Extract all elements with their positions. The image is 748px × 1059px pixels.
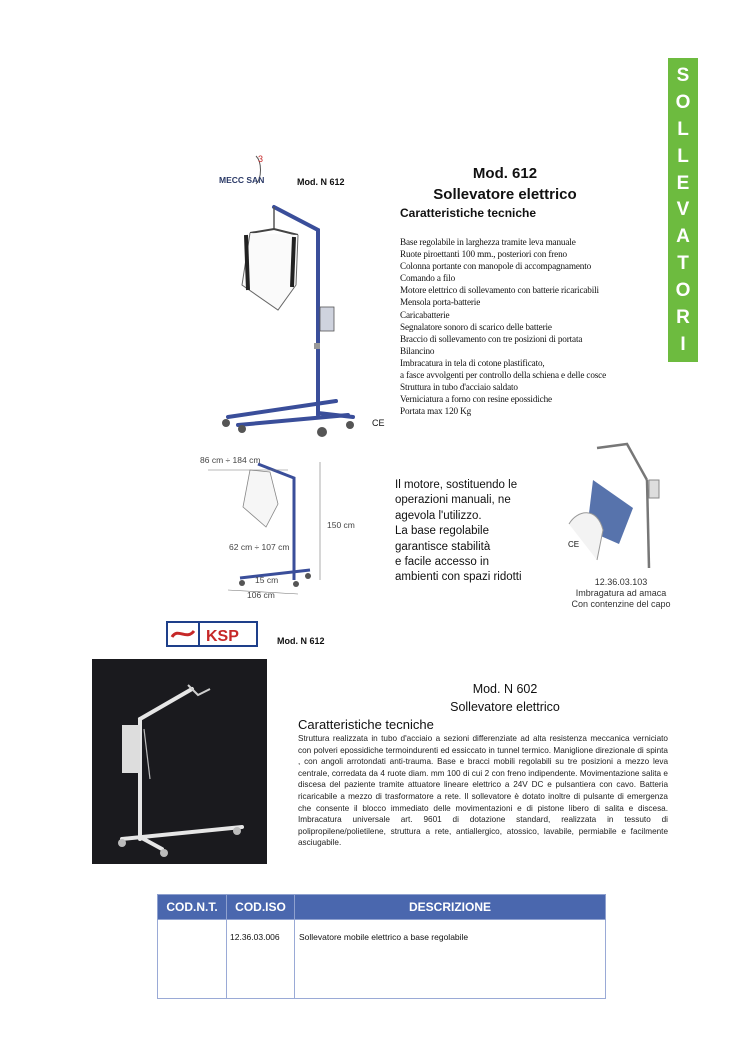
list-item: Motore elettrico di sollevamento con batterie ricaricabili — [400, 285, 599, 296]
list-item: Struttura in tubo d'acciaio saldato — [400, 382, 518, 393]
product-photo-612 — [218, 195, 394, 440]
product-description-602: Struttura realizzata in tubo d'acciaio a sezioni differenziate ad alta resistenza meccanica verniciato con polveri epossidiche termoindurenti ed essiccato in tunnel termico. Maniglione direzionale di spinta , con angoli arrotondati anti-trauma. Base e bracci mobili regolabili su tre posizioni a mezzo leva centrale, corredata da 4 ruote diam. mm 100 di cui 2 con freno indipendente. Movimentazione salita e discesa del paziente tramite attuatore lineare elettrico a 24V DC e pulsantiera con cavo. Batteria ricaricabile a mezzo di trasformatore a rete. Il sollevatore è dotato inoltre di pulsante di emergenza che consente il blocco immediato delle movimentazioni e di pistone libero di salita e discesa. Imbracatura universale art. 9601 di dotazione standard, realizzata in tessuto di polipropilene/polietilene, struttura a rete, antiallergico, atossico, lavabile, permiabile e facilmente asciugabile. — [298, 734, 668, 848]
accessory-caption — [556, 577, 686, 610]
tab-letter: E — [676, 172, 690, 194]
section-tab-sollevatori — [668, 58, 698, 362]
list-item: Ruote piroettanti 100 mm., posteriori con freno — [400, 249, 567, 260]
list-item: Verniciatura a forno con resine epossidiche — [400, 394, 552, 405]
col-header-cod-nt: COD.N.T. — [158, 895, 227, 920]
motor-text-line: e facile accesso in — [395, 556, 489, 569]
tab-letter: T — [677, 253, 689, 275]
features-heading-612: Caratteristiche tecniche — [400, 206, 537, 220]
list-item: Base regolabile in larghezza tramite leva manuale — [400, 237, 576, 247]
accessory-ce-mark: CE — [568, 540, 580, 549]
product-title-612: Mod. 612 — [472, 165, 538, 182]
tab-letter: S — [676, 64, 690, 86]
caption-line: Imbragatura ad amaca — [575, 588, 667, 598]
dim-length: 106 cm — [247, 590, 275, 600]
list-item: Imbracatura in tela di cotone plastificato, — [400, 357, 545, 368]
tab-letter: I — [680, 334, 686, 356]
tab-letter: L — [677, 145, 689, 167]
meccsan-logo — [218, 152, 298, 188]
table-row — [158, 920, 606, 999]
tab-letter: O — [675, 280, 691, 302]
list-item: Comando a filo — [400, 273, 456, 284]
list-item: a fasce avvolgenti per controllo della schiena e delle cosce — [400, 370, 607, 381]
ksp-logo — [166, 621, 258, 647]
motor-text-line: La base regolabile — [395, 525, 489, 538]
ksp-logo-text: KSP — [206, 628, 239, 645]
codes-table — [157, 894, 606, 999]
col-header-descrizione: DESCRIZIONE — [295, 895, 606, 920]
dim-base-width: 62 cm ÷ 107 cm — [229, 542, 290, 552]
motor-text-line: Il motore, sostituendo le — [395, 479, 518, 491]
product-photo-602 — [92, 659, 267, 864]
logo-mark-three: 3 — [258, 154, 264, 164]
list-item: Colonna portante con manopole di accompagnamento — [400, 261, 592, 272]
tab-letter: L — [677, 118, 689, 140]
mod-label-top: Mod. N 612 — [297, 177, 345, 187]
dim-height: 150 cm — [327, 520, 355, 530]
tab-letter: O — [675, 91, 691, 113]
motor-text-line: agevola l'utilizzo. — [395, 509, 482, 522]
caption-line: 12.36.03.103 — [594, 577, 648, 587]
motor-text-line: operazioni manuali, ne — [395, 494, 511, 507]
dim-reach: 86 cm ÷ 184 cm — [200, 455, 261, 465]
motor-text-line: ambienti con spazi ridotti — [395, 571, 522, 584]
logo-text: MECC SAN — [219, 175, 265, 185]
product-subtitle-612: Sollevatore elettrico — [433, 186, 577, 203]
list-item: Caricabatterie — [400, 309, 450, 320]
dim-wheel: 15 cm — [255, 575, 279, 585]
list-item: Mensola porta-batterie — [400, 297, 481, 308]
features-heading-602: Caratteristiche tecniche — [298, 717, 434, 732]
cell-cod-iso: 12.36.03.006 — [227, 920, 295, 999]
col-header-cod-iso: COD.ISO — [227, 895, 295, 920]
mod-label-ksp: Mod. N 612 — [277, 636, 325, 646]
caption-line: Con contenzine del capo — [571, 599, 671, 609]
tab-letter: R — [676, 307, 690, 329]
list-item: Segnalatore sonoro di scarico delle batterie — [400, 321, 552, 332]
motor-text-line: garantisce stabilità — [395, 540, 491, 553]
list-item: Bilancino — [400, 345, 435, 356]
product-title-602: Mod. N 602 — [472, 682, 538, 696]
cell-cod-nt — [158, 920, 227, 999]
accessory-photo — [557, 440, 685, 575]
cell-descrizione: Sollevatore mobile elettrico a base regolabile — [295, 920, 606, 999]
motor-description — [395, 478, 535, 586]
ce-mark: CE — [372, 418, 385, 428]
product-subtitle-602: Sollevatore elettrico — [450, 700, 560, 714]
features-list-612 — [400, 236, 660, 417]
list-item: Braccio di sollevamento con tre posizioni di portata — [400, 333, 583, 344]
list-item: Portata max 120 Kg — [400, 406, 472, 417]
tab-letter: A — [676, 226, 690, 248]
tab-letter: V — [676, 199, 690, 221]
